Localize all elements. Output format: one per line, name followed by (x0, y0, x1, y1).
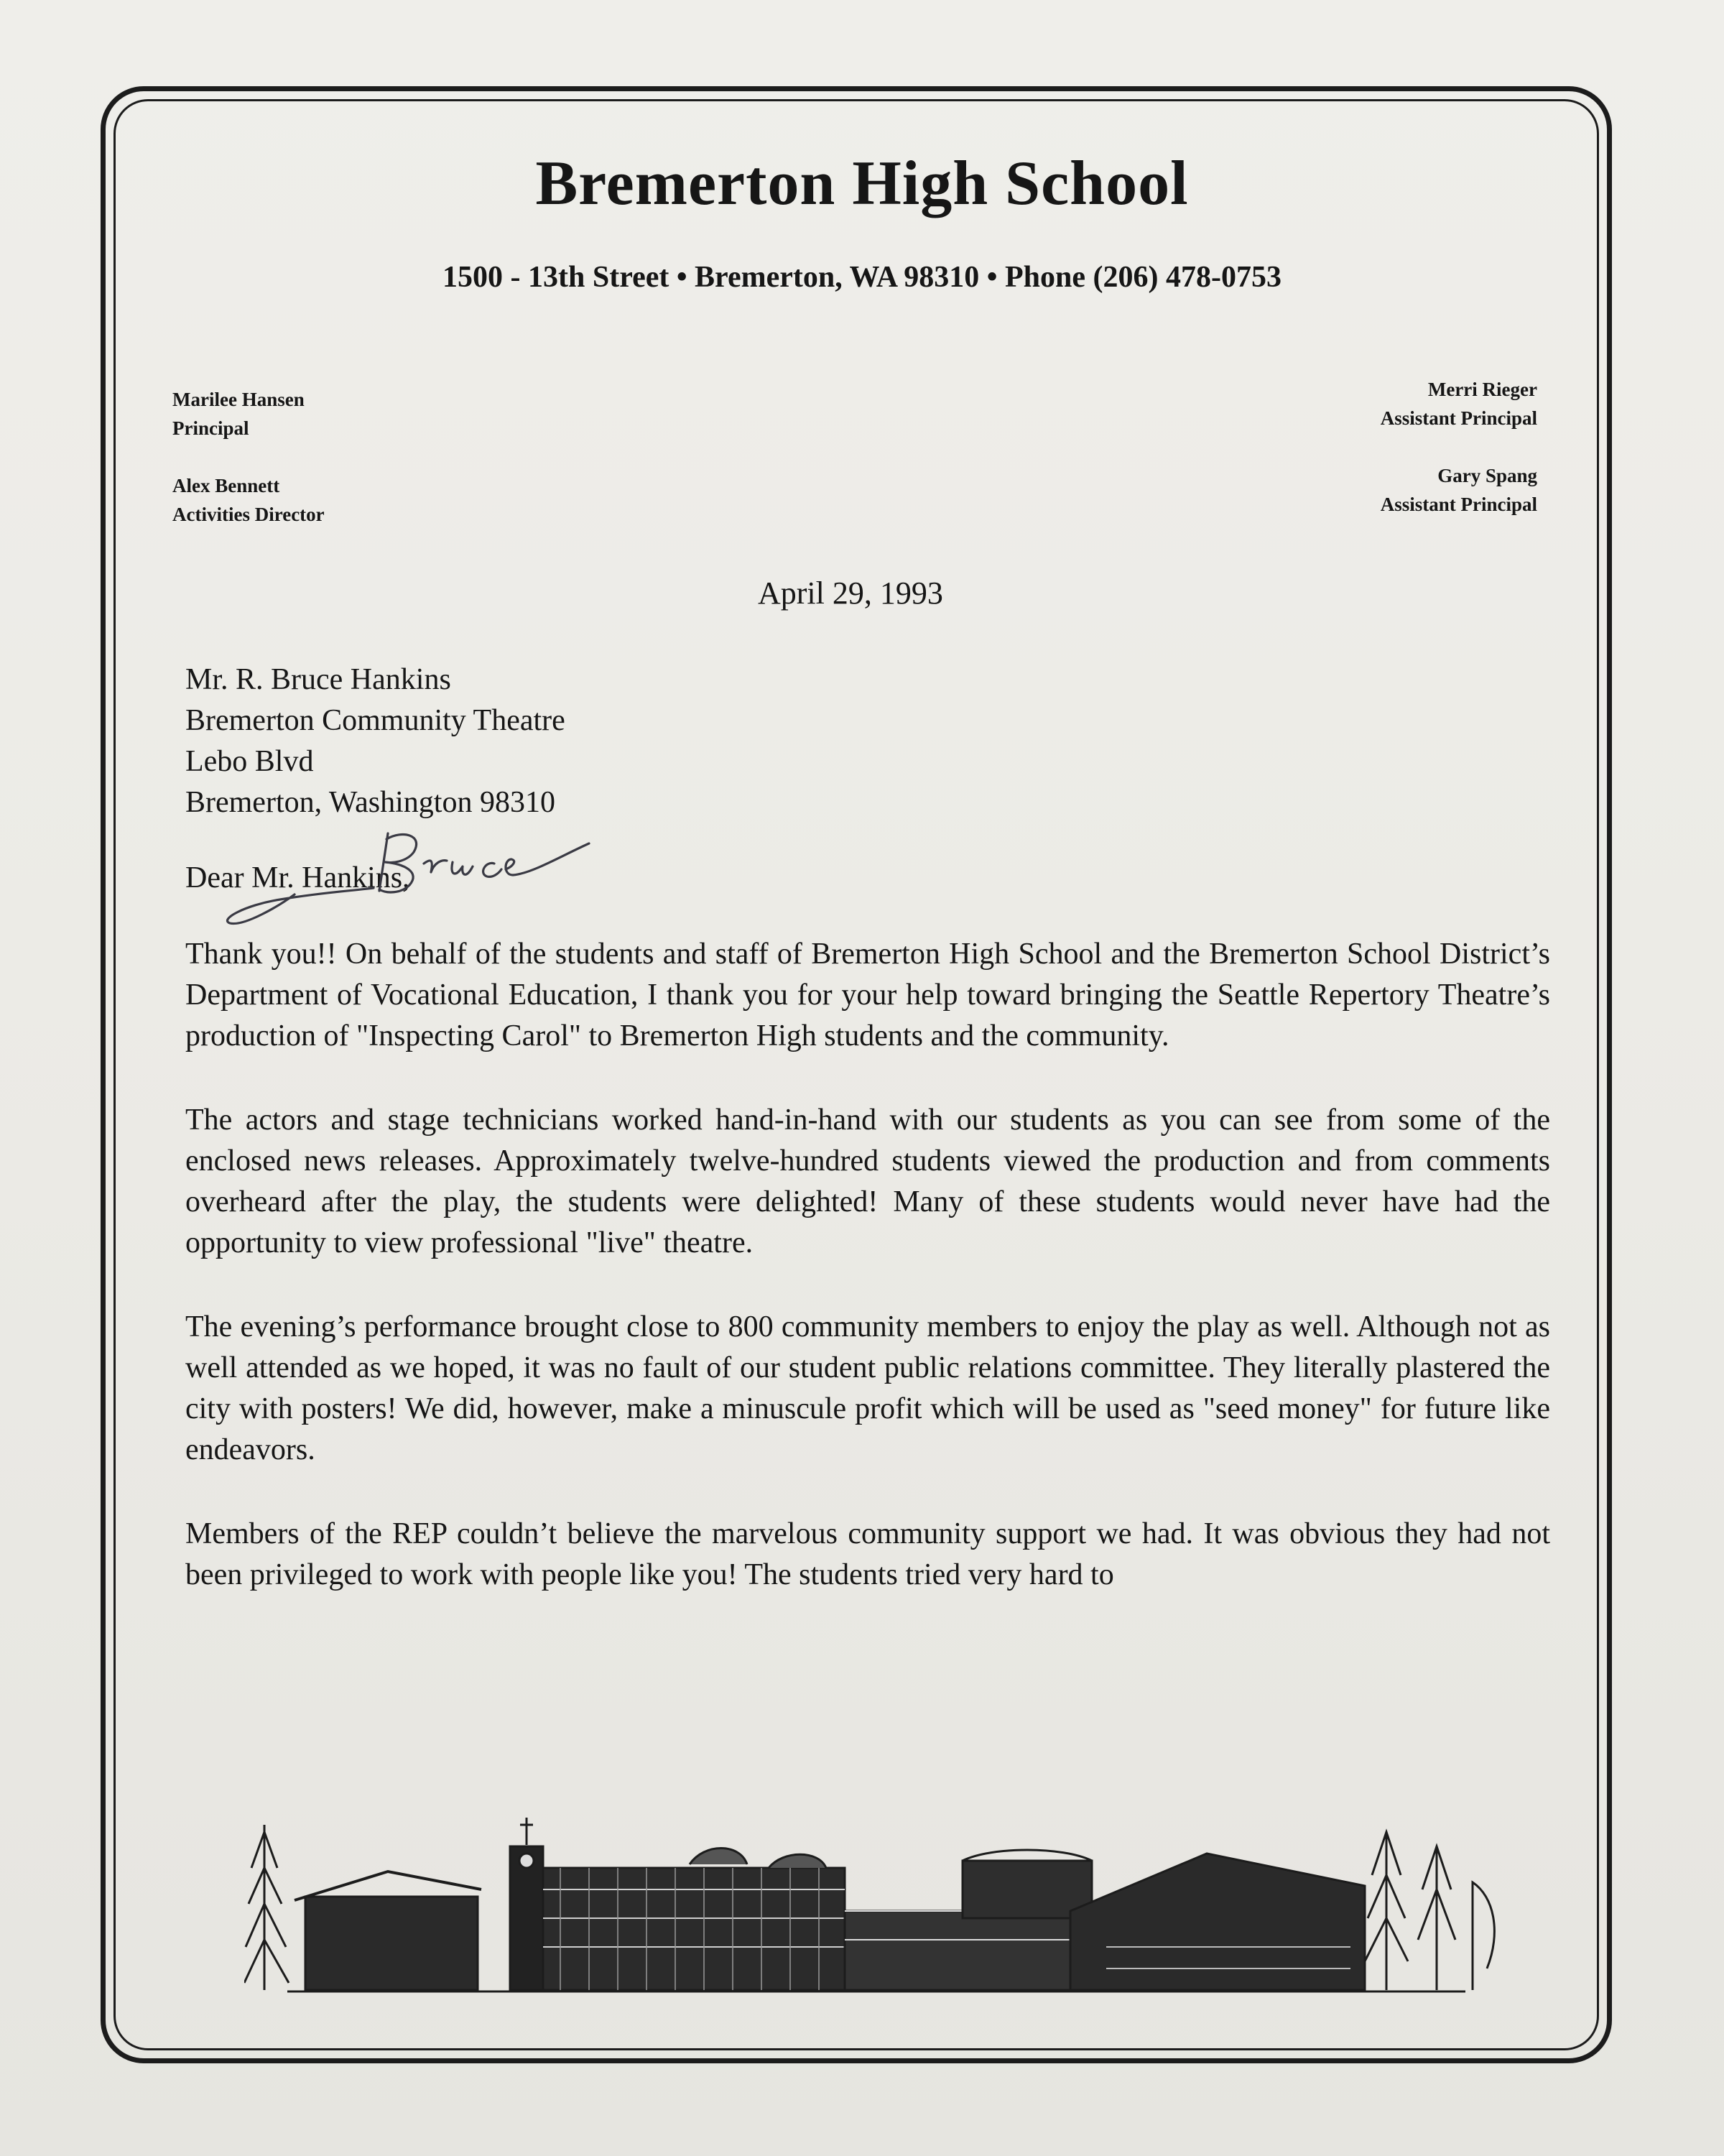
recipient-street: Lebo Blvd (185, 745, 314, 778)
recipient-name: Mr. R. Bruce Hankins (185, 663, 451, 696)
inside-address (185, 660, 565, 823)
school-name: Bremerton High School (535, 149, 1189, 218)
letter-body (185, 934, 1550, 1639)
letter-date: April 29, 1993 (758, 575, 943, 611)
staff-assistant-principal-1 (1381, 375, 1537, 432)
school-building-illustration (244, 1803, 1523, 2004)
body-paragraph: Thank you!! On behalf of the students and staff of Bremerton High School and the Bremerton School District’s Department of Vocational Education, I thank you for your help toward bringing the Seattle Repertory Theatre’s production of "Inspecting Carol" to Bremerton High students and the community. (185, 938, 1550, 1052)
handwritten-note (216, 819, 718, 941)
staff-activities-director (172, 471, 325, 529)
body-paragraph: The evening’s performance brought close to 800 community members to enjoy the play as well. Although not as well attended as we hoped, it was no fault of our student public relations committee. They literally plastered the city with posters! We did, however, make a minuscule profit which will be used as "seed money" for future like endeavors. (185, 1310, 1550, 1466)
staff-name: Merri Rieger (1427, 379, 1537, 400)
staff-name: Marilee Hansen (172, 389, 305, 410)
staff-name: Gary Spang (1437, 465, 1537, 486)
staff-name: Alex Bennett (172, 475, 280, 496)
staff-title: Activities Director (172, 504, 325, 525)
recipient-organization: Bremerton Community Theatre (185, 704, 565, 737)
recipient-city: Bremerton, Washington 98310 (185, 786, 555, 819)
salutation: Dear Mr. Hankins, (185, 861, 410, 894)
staff-assistant-principal-2 (1381, 461, 1537, 519)
staff-title: Assistant Principal (1380, 407, 1537, 429)
body-paragraph: Members of the REP couldn’t believe the marvelous community support we had. It was obvious they had not been privileged to work with people like you! The students tried very hard to (185, 1517, 1550, 1591)
staff-title: Assistant Principal (1380, 494, 1537, 515)
staff-title: Principal (172, 417, 249, 439)
body-paragraph: The actors and stage technicians worked hand-in-hand with our students as you can see from some of the enclosed news releases. Approximately twelve-hundred students viewed the production and from comments overheard after the play, the students were delighted! Many of these students would never have had the opportunity to view professional "live" theatre. (185, 1104, 1550, 1259)
school-address: 1500 - 13th Street • Bremerton, WA 98310 • Phone (206) 478-0753 (442, 261, 1282, 294)
staff-principal (172, 385, 305, 443)
